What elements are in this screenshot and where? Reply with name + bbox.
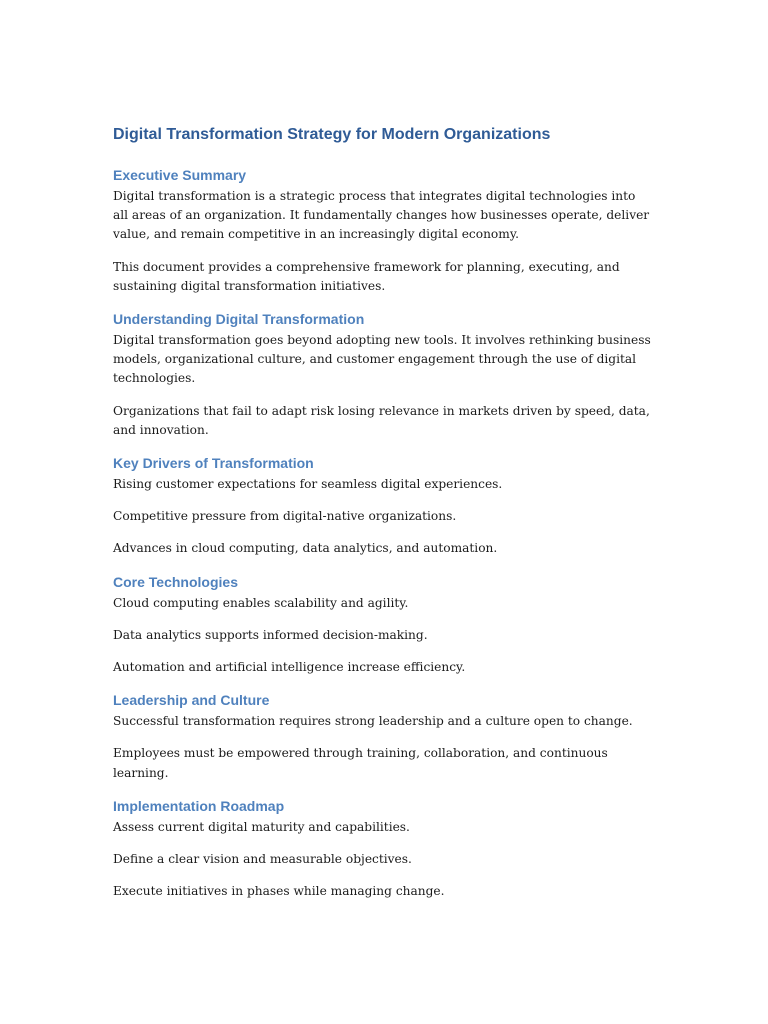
document-page xyxy=(113,121,653,914)
section-core-technologies xyxy=(113,572,653,678)
paragraph: Advances in cloud computing, data analytics, and automation. xyxy=(113,541,498,556)
paragraph: Employees must be empowered through training, collaboration, and continuous learning. xyxy=(113,746,608,780)
paragraph: Execute initiatives in phases while managing change. xyxy=(113,884,445,899)
section-executive-summary xyxy=(113,165,653,296)
paragraph: Competitive pressure from digital-native organizations. xyxy=(113,509,457,524)
paragraph: Cloud computing enables scalability and agility. xyxy=(113,595,409,610)
paragraph: Data analytics supports informed decision-making. xyxy=(113,627,428,642)
paragraph: Define a clear vision and measurable objectives. xyxy=(113,852,412,867)
section-heading: Understanding Digital Transformation xyxy=(113,311,365,328)
section-heading: Executive Summary xyxy=(113,167,247,183)
section-leadership-and-culture xyxy=(113,690,653,783)
paragraph: Digital transformation is a strategic process that integrates digital technologies into all areas of an organization. It fundamentally changes how businesses operate, deliver value, and remain competitive in an increasingly digital economy. xyxy=(113,189,650,242)
section-understanding-digital-transformation xyxy=(113,309,653,440)
paragraph: Assess current digital maturity and capabilities. xyxy=(113,819,410,834)
paragraph: Rising customer expectations for seamless digital experiences. xyxy=(113,477,503,492)
section-implementation-roadmap xyxy=(113,796,653,902)
paragraph: This document provides a comprehensive framework for planning, executing, and sustaining digital transformation initiatives. xyxy=(113,259,620,293)
paragraph: Organizations that fail to adapt risk losing relevance in markets driven by speed, data, and innovation. xyxy=(113,403,650,437)
section-heading: Key Drivers of Transformation xyxy=(113,455,314,472)
section-heading: Implementation Roadmap xyxy=(113,797,285,814)
section-heading: Leadership and Culture xyxy=(113,692,270,709)
paragraph: Digital transformation goes beyond adopting new tools. It involves rethinking business models, organizational culture, and customer engagement through the use of digital technologies. xyxy=(113,333,651,386)
section-key-drivers xyxy=(113,453,653,559)
document-title: Digital Transformation Strategy for Modern Organizations xyxy=(113,126,551,143)
paragraph: Automation and artificial intelligence increase efficiency. xyxy=(113,660,466,675)
paragraph: Successful transformation requires strong leadership and a culture open to change. xyxy=(113,714,633,729)
section-heading: Core Technologies xyxy=(113,573,238,590)
